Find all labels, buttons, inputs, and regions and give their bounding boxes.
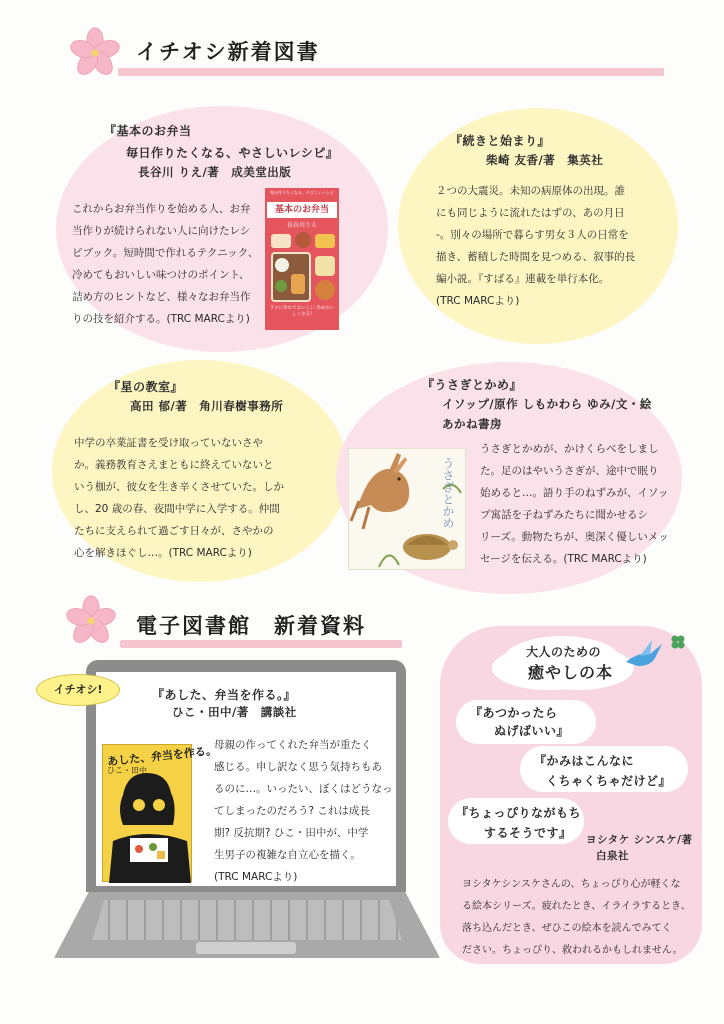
clover-icon [668, 632, 688, 652]
book3-description: 中学の卒業証書を受け取っていないさや か。義務教育さえまともに終えていないと いう枷が、彼女を生き辛くさせていた。しか し、20 歳の春、夜間中学に入学する。仲間 たちに支えられて過ごす日々が、さやかの 心を解きほぐし…。(TRC MARCより) [74, 437, 284, 559]
book1-title: 『基本のお弁当 [104, 124, 192, 138]
section-title-ebooks: 電子図書館 新着資料 [136, 614, 366, 638]
sakura-icon [68, 26, 122, 80]
adult-book2-line1: 『かみはこんなに [534, 754, 635, 768]
adult-heading-line2: 癒やしの本 [528, 663, 614, 682]
ebook-title: 『あした、弁当を作る。』 [152, 688, 297, 702]
ebook-cover: あした、弁当を作る。 ひこ・田中 [102, 744, 192, 882]
section-title-new-books: イチオシ新着図書 [136, 40, 320, 64]
laptop-trackpad [196, 942, 296, 954]
adult-description: ヨシタケシンスケさんの、ちょっぴり心が軽くな る絵本シリーズ。疲れたとき、イライラするとき、 落ち込んだとき、ぜひこの絵本を読んでみてく ださい。ちょっぴり、救われるかもしれません。 [462, 879, 691, 956]
adult-book3-line2: するそうです』 [484, 826, 572, 840]
ichioshi-badge: イチオシ! [36, 674, 120, 706]
book4-title: 『うさぎとかめ』 [422, 378, 523, 392]
book1-author: 長谷川 りえ/著 成美堂出版 [138, 165, 292, 179]
adult-publisher: 白泉社 [596, 850, 629, 862]
book3-title: 『星の教室』 [108, 380, 184, 394]
book4-author: イソップ/原作 しもかわら ゆみ/文・絵 [442, 397, 652, 411]
bird-icon [622, 636, 666, 676]
adult-book1-line1: 『あつかったら [470, 706, 558, 720]
adult-heading-line1: 大人のための [526, 645, 602, 659]
section-underline [118, 68, 664, 76]
adult-book3-line1: 『ちょっぴりながもち [456, 806, 582, 820]
adult-book1-line2: ぬげばいい』 [494, 724, 570, 738]
book1-description: これからお弁当作りを始める人、お弁 当作りが続けられない人に向けたレシ ピブック。短時間で作れるテクニック、 冷めてもおいしい味つけのポイント、 詰め方のヒントなど、様々なお弁当作 りの技を紹介する。(TRC MARCより) [72, 203, 259, 325]
adult-author: ヨシタケ シンスケ/著 [586, 834, 693, 846]
book2-description: ２つの大震災。未知の病原体の出現。誰 にも同じように流れたはずの、あの月日 -。別々の場所で暮らす男女３人の日常を 描き、蓄積した時間を見つめる、叙事的長 編小説。『すばる』連載を単行本化。 (TRC MARCより) [436, 185, 636, 307]
ebook-description: 母親の作ってくれた弁当が重たく 感じる。申し訳なく思う気持ちもあ るのに…。いったい、ぼくはどうなっ てしまったのだろう? これは成長 期? 反抗期? ひこ・田中が、中学 生男子の複雑な自立心を描く。 (TRC MARCより) [214, 739, 393, 883]
ebook-author: ひこ・田中/著 講談社 [172, 705, 297, 719]
book1-subtitle: 毎日作りたくなる、やさしいレシピ』 [126, 146, 339, 160]
adult-book2-line2: くちゃくちゃだけど』 [546, 774, 672, 788]
book4-publisher: あかね書房 [442, 417, 502, 431]
book4-cover: うさぎとかめ [348, 448, 466, 570]
book1-cover: 毎日作りたくなる、やさしいレシピ 基本のお弁当 長谷川りえ ラクに作れておいしい 冷めおいしくなる! [265, 188, 339, 330]
sakura-icon [64, 594, 118, 648]
book2-title: 『続きと始まり』 [450, 134, 551, 148]
book4-description: うさぎとかめが、かけくらべをしまし た。足のはやいうさぎが、途中で眠り 始めると…。語り手のねずみが、イソッ プ寓話を子ねずみたちに聞かせるシ リーズ。動物たちが、奥深く優しいメッ セージを伝える。(TRC MARCより) [480, 443, 669, 565]
laptop-keyboard [92, 900, 402, 940]
section-underline [120, 640, 402, 648]
book3-author: 高田 郁/著 角川春樹事務所 [130, 399, 284, 413]
book2-author: 柴崎 友香/著 集英社 [486, 153, 604, 167]
